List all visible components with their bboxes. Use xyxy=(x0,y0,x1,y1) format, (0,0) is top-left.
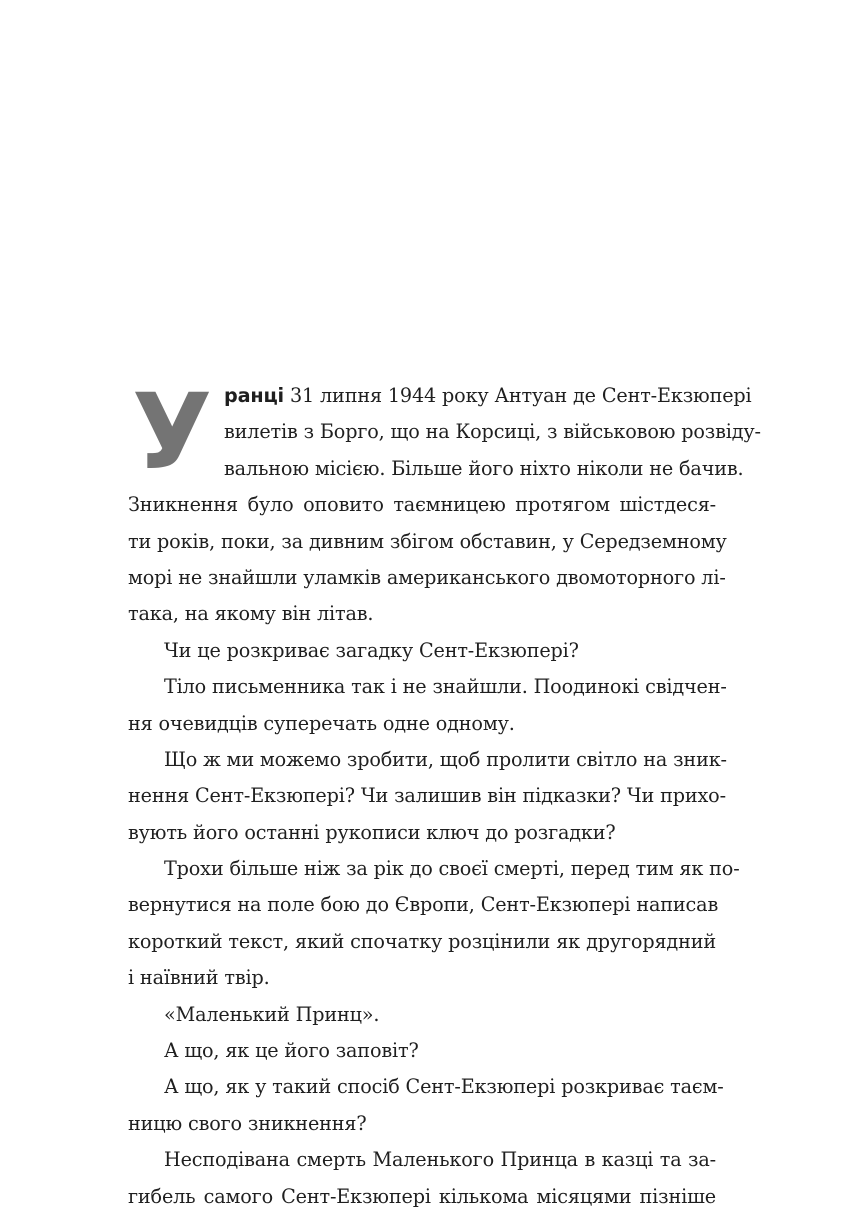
lead-word: ранці xyxy=(224,384,284,407)
text-line: нення Сент-Екзюпері? Чи залишив він підказки? Чи прихо- xyxy=(128,784,726,808)
line-text: 31 липня 1944 року Антуан де Сент-Екзюпері xyxy=(284,384,752,407)
text-line: короткий текст, який спочатку розцінили як другорядний xyxy=(128,929,716,953)
text-line xyxy=(128,378,752,414)
text-line: ницю свого зникнення? xyxy=(128,1111,367,1135)
text-line: ти років, поки, за дивним збігом обставин, у Середземному xyxy=(128,529,727,553)
text-line: вернутися на поле бою до Європи, Сент-Екзюпері написав xyxy=(128,893,719,917)
text-line: Зникнення було оповито таємницею протягом шістдеся- xyxy=(128,493,716,517)
text-line: А що, як у такий спосіб Сент-Екзюпері розкриває таєм- xyxy=(164,1075,724,1099)
text-line: Тіло письменника так і не знайшли. Поодинокі свідчен- xyxy=(164,675,727,699)
text-line: вують його останні рукописи ключ до розгадки? xyxy=(128,820,616,844)
text-line: гибель самого Сент-Екзюпері кількома місяцями пізніше xyxy=(128,1184,716,1208)
text-line: А що, як це його заповіт? xyxy=(164,1039,419,1063)
text-line: Трохи більше ніж за рік до своєї смерті, перед тим як по- xyxy=(164,857,740,881)
text-line: вальною місією. Більше його ніхто ніколи не бачив. xyxy=(224,456,744,480)
text-line: і наївний твір. xyxy=(128,966,270,990)
text-line: Що ж ми можемо зробити, щоб пролити світло на зник- xyxy=(164,747,727,771)
text-line: така, на якому він літав. xyxy=(128,602,374,626)
drop-cap: У xyxy=(132,371,213,493)
text-line: «Маленький Принц». xyxy=(164,1002,380,1026)
text-line: Несподівана смерть Маленького Принца в казці та за- xyxy=(164,1148,716,1172)
text-line: морі не знайшли уламків американського двомоторного лі- xyxy=(128,565,726,589)
text-line: вилетів з Борго, що на Корсиці, з військовою розвіду- xyxy=(224,420,761,444)
text-line: ня очевидців суперечать одне одному. xyxy=(128,711,515,735)
body-text xyxy=(128,371,761,1215)
text-line: Чи це розкриває загадку Сент-Екзюпері? xyxy=(164,638,579,662)
